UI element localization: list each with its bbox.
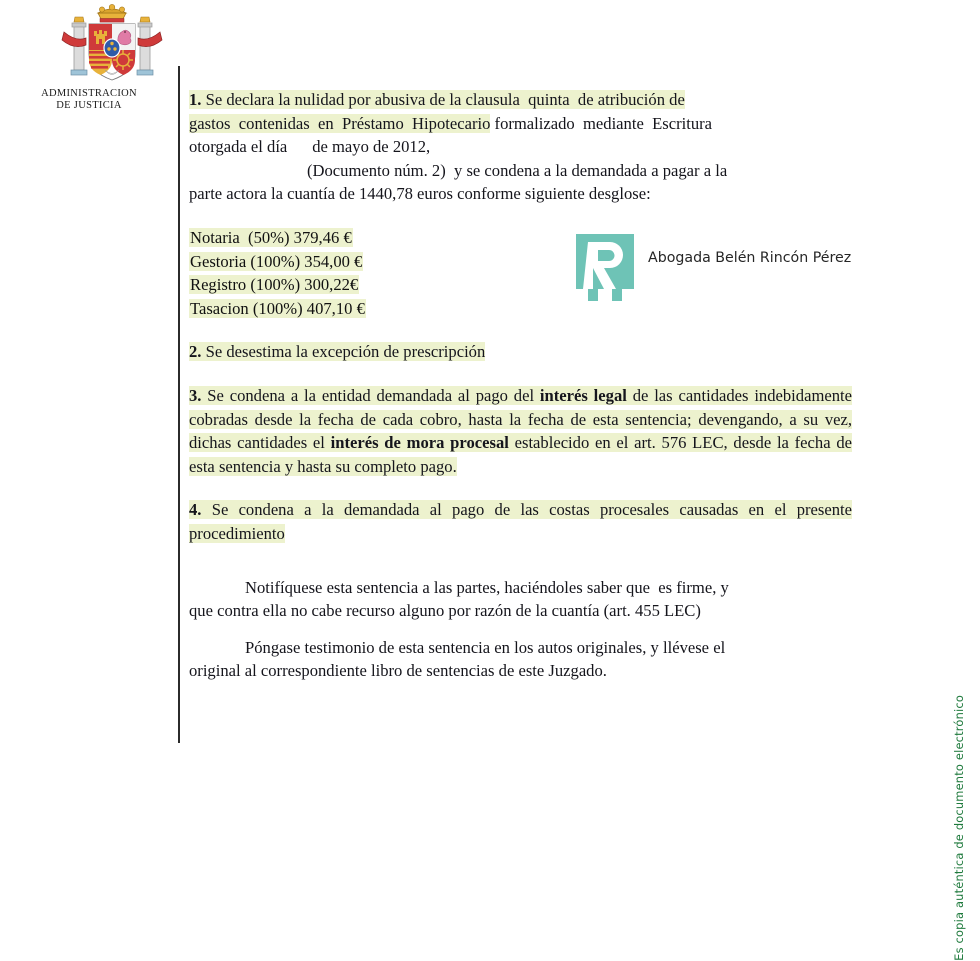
- emblem-caption-line-2: DE JUSTICIA: [56, 100, 122, 111]
- closing-1-line-2: que contra ella no cabe recurso alguno por razón de la cuantía (art. 455 LEC): [189, 601, 701, 621]
- authenticity-notice-text: Es copia auténtica de documento electrónico: [952, 695, 966, 961]
- lawyer-logo-block: [576, 234, 876, 304]
- lawyer-logo-r-icon: [576, 234, 634, 304]
- resolution-item-2: [189, 340, 852, 364]
- spacer: [189, 206, 852, 226]
- authenticity-notice: [942, 0, 966, 961]
- vertical-divider-rule: [178, 66, 180, 743]
- fee-item-registro: Registro (100%) 300,22€: [190, 275, 359, 295]
- spanish-coat-of-arms-icon: [54, 4, 170, 88]
- item-1-line-5: parte actora la cuantía de 1440,78 euros conforme siguiente desglose:: [189, 184, 651, 204]
- closing-2-line-1: Póngase testimonio de esta sentencia en los autos originales, y llévese el: [245, 637, 726, 657]
- item-3-bold-interes-legal: interés legal: [539, 385, 627, 405]
- item-2-number: 2.: [189, 342, 202, 362]
- item-3-bold-interes-mora-procesal: interés de mora procesal: [330, 433, 509, 453]
- fee-item-notaria: Notaria (50%) 379,46 €: [190, 227, 352, 247]
- item-4-text: Se condena a la demandada al pago de las costas procesales causadas en el presente procedimiento: [189, 500, 852, 543]
- closing-1-line-1: Notifíquese esta sentencia a las partes, haciéndoles saber que es firme, y: [245, 577, 729, 597]
- document-body: [189, 88, 852, 683]
- item-1-line-3: otorgada el día de mayo de 2012,: [189, 137, 431, 157]
- item-1-line-1: Se declara la nulidad por abusiva de la clausula quinta de atribución de: [201, 90, 685, 109]
- spacer: [189, 320, 852, 340]
- spacer: [189, 546, 852, 576]
- item-3-segment-3: establecido en el art. 576 LEC, desde la fecha de esta sentencia y hasta su completo pago.: [189, 433, 852, 476]
- item-1-number: 1.: [189, 90, 202, 109]
- resolution-item-3: [189, 384, 852, 478]
- closing-2-line-2: original al correspondiente libro de sentencias de este Juzgado.: [189, 661, 607, 681]
- emblem-column: [0, 0, 178, 743]
- emblem-caption-line-1: ADMINISTRACION: [41, 88, 137, 99]
- spacer: [189, 478, 852, 498]
- resolution-item-1: [189, 88, 852, 206]
- emblem-caption: [0, 88, 178, 112]
- spacer: [189, 364, 852, 384]
- closing-paragraph-testimony: [189, 636, 852, 683]
- item-3-segment-2: de las cantidades indebidamente cobradas desde la fecha de cada cobro, hasta la fecha de esta sentencia; devengando, a su vez, dichas cantidades el: [189, 385, 853, 453]
- lawyer-name-label: Abogada Belén Rincón Pérez: [648, 250, 852, 266]
- fee-item-tasacion: Tasacion (100%) 407,10 €: [190, 298, 365, 318]
- item-3-number: 3.: [189, 385, 202, 405]
- spacer: [189, 623, 852, 636]
- item-1-line-4: (Documento núm. 2) y se condena a la demandada a pagar a la: [307, 160, 728, 180]
- item-1-line-2-plain: formalizado mediante Escritura: [490, 113, 713, 133]
- item-1-line-2-highlighted: gastos contenidas en Préstamo Hipotecario: [189, 113, 491, 133]
- closing-paragraph-notification: [189, 576, 852, 623]
- resolution-item-4: [189, 498, 852, 545]
- item-2-text: Se desestima la excepción de prescripción: [201, 342, 486, 362]
- item-4-number: 4.: [189, 500, 202, 520]
- fee-item-gestoria: Gestoria (100%) 354,00 €: [190, 251, 363, 271]
- item-3-segment-1: Se condena a la entidad demandada al pago del: [201, 385, 540, 405]
